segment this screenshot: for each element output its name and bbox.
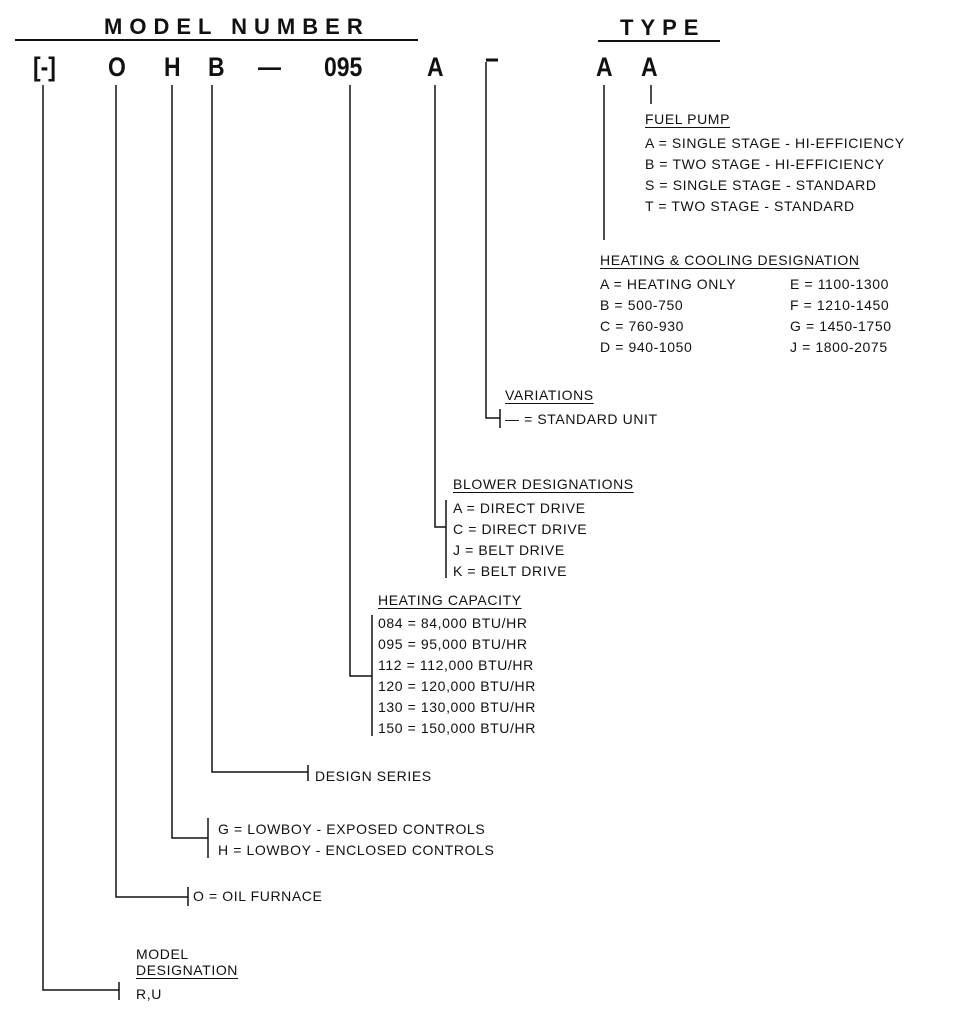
heating-cooling-item: D = 940-1050: [600, 339, 693, 355]
fuel-pump-title: FUEL PUMP: [645, 111, 731, 127]
blower-item: K = BELT DRIVE: [453, 563, 568, 579]
variations-item: — = STANDARD UNIT: [505, 411, 658, 427]
design-series-line: [212, 85, 308, 772]
heating-capacity-item: 084 = 84,000 BTU/HR: [378, 615, 528, 631]
code-dash: —: [258, 52, 281, 82]
fuel-pump-item: S = SINGLE STAGE - STANDARD: [645, 177, 877, 193]
heating-cooling-item: E = 1100-1300: [790, 276, 890, 292]
code-cabinet: H: [164, 52, 181, 82]
model-number-heading: MODEL NUMBER: [104, 14, 370, 39]
fuel-pump-item: T = TWO STAGE - STANDARD: [645, 198, 855, 214]
code-design-series: B: [208, 52, 225, 82]
code-heating-cooling: A: [596, 52, 613, 82]
variations-line: [486, 62, 500, 418]
type-heading: TYPE: [620, 15, 706, 40]
heating-capacity-item: 150 = 150,000 BTU/HR: [378, 720, 536, 736]
design-series-label: DESIGN SERIES: [315, 768, 432, 784]
cabinet-line: [172, 85, 208, 838]
blower-item: C = DIRECT DRIVE: [453, 521, 588, 537]
fuel-pump-item: A = SINGLE STAGE - HI-EFFICIENCY: [645, 135, 905, 151]
heating-cooling-title: HEATING & COOLING DESIGNATION: [600, 252, 860, 268]
code-fuel-pump: A: [641, 52, 658, 82]
heating-cooling-item: G = 1450-1750: [790, 318, 892, 334]
furnace-label: O = OIL FURNACE: [193, 888, 323, 904]
heating-cooling-item: A = HEATING ONLY: [600, 276, 737, 292]
cabinet-item: H = LOWBOY - ENCLOSED CONTROLS: [218, 842, 495, 858]
heating-capacity-item: 095 = 95,000 BTU/HR: [378, 636, 528, 652]
blower-item: J = BELT DRIVE: [453, 542, 565, 558]
heating-cooling-item: C = 760-930: [600, 318, 685, 334]
model-designation-title-2: DESIGNATION: [136, 962, 239, 978]
blower-line: [435, 85, 446, 527]
fuel-pump-item: B = TWO STAGE - HI-EFFICIENCY: [645, 156, 885, 172]
heating-cooling-item: F = 1210-1450: [790, 297, 890, 313]
blower-item: A = DIRECT DRIVE: [453, 500, 586, 516]
blower-title: BLOWER DESIGNATIONS: [453, 476, 634, 492]
code-furnace: O: [108, 52, 126, 82]
heating-capacity-item: 112 = 112,000 BTU/HR: [378, 657, 534, 673]
code-blower: A: [427, 52, 444, 82]
heating-cooling-item: J = 1800-2075: [790, 339, 888, 355]
code-variations: [476, 38, 499, 68]
furnace-line: [116, 85, 188, 897]
code-prefix: [-]: [33, 52, 56, 82]
variations-title: VARIATIONS: [505, 387, 594, 403]
model-designation-value: R,U: [136, 986, 162, 1002]
heating-cooling-item: B = 500-750: [600, 297, 684, 313]
heating-capacity-line: [350, 85, 372, 676]
code-heating-capacity: 095: [324, 52, 363, 82]
cabinet-item: G = LOWBOY - EXPOSED CONTROLS: [218, 821, 486, 837]
heating-capacity-item: 130 = 130,000 BTU/HR: [378, 699, 536, 715]
model-designation-title-1: MODEL: [136, 946, 189, 962]
model-designation-line: [43, 85, 119, 990]
heating-capacity-item: 120 = 120,000 BTU/HR: [378, 678, 536, 694]
heating-capacity-title: HEATING CAPACITY: [378, 592, 522, 608]
